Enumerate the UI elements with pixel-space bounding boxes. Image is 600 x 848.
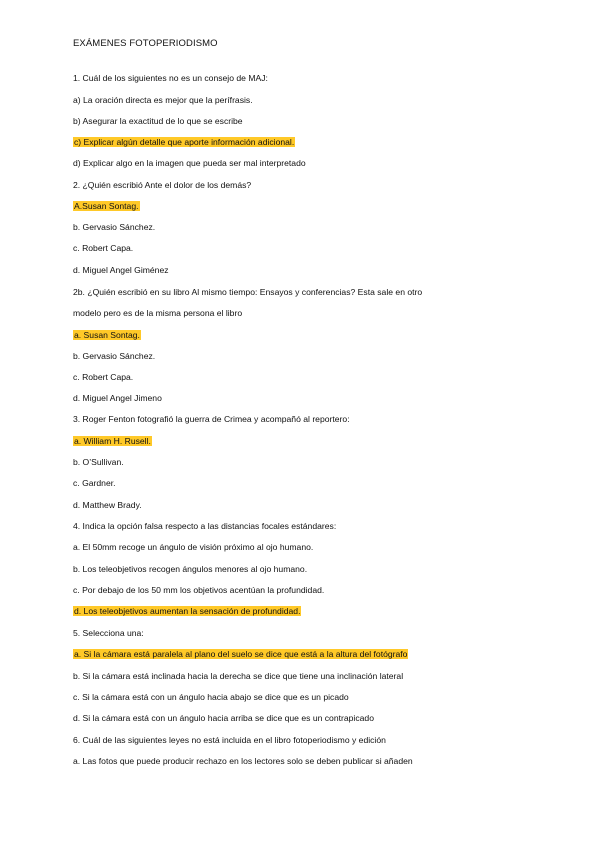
line-text: modelo pero es de la misma persona el libro [73, 308, 243, 318]
answer-line [73, 265, 169, 276]
document-title: EXÁMENES FOTOPERIODISMO [73, 38, 218, 49]
question-3 [73, 414, 350, 425]
answer-line [73, 457, 124, 468]
answer-line [73, 158, 306, 169]
highlighted-answer: a. William H. Rusell. [74, 436, 151, 446]
highlighted-answer: a. Si la cámara está paralela al plano del suelo se dice que está a la altura del fotógrafo [74, 649, 408, 659]
line-text: b. Gervasio Sánchez. [73, 222, 156, 232]
highlighted-answer: A.Susan Sontag. [74, 201, 139, 211]
question-2b [73, 287, 422, 298]
answer-line-correct [73, 137, 295, 148]
answer-line-correct [73, 436, 152, 447]
answer-line [73, 222, 155, 233]
line-text: c. Si la cámara está con un ángulo hacia abajo se dice que es un picado [73, 692, 349, 702]
line-text: b. Si la cámara está inclinada hacia la derecha se dice que tiene una inclinación lateral [73, 671, 404, 681]
question-6 [73, 735, 386, 746]
line-text: d) Explicar algo en la imagen que pueda ser mal interpretado [73, 158, 306, 168]
line-text: 6. Cuál de las siguientes leyes no está incluida en el libro fotoperiodismo y edición [73, 735, 386, 745]
line-text: b. O’Sullivan. [73, 457, 124, 467]
line-text: 3. Roger Fenton fotografió la guerra de Crimea y acompañó al reportero: [73, 414, 350, 424]
line-text: a) La oración directa es mejor que la perífrasis. [73, 95, 253, 105]
question-2b-continued [73, 308, 242, 319]
line-text: c. Gardner. [73, 478, 116, 488]
line-text: a. El 50mm recoge un ángulo de visión próximo al ojo humano. [73, 542, 314, 552]
answer-line [73, 756, 413, 767]
line-text: c. Robert Capa. [73, 243, 134, 253]
answer-line-correct [73, 649, 408, 660]
question-5 [73, 628, 144, 639]
line-text: b. Gervasio Sánchez. [73, 351, 156, 361]
answer-line [73, 542, 313, 553]
question-2 [73, 180, 251, 191]
line-text: d. Miguel Angel Jimeno [73, 393, 162, 403]
answer-line [73, 500, 142, 511]
answer-line [73, 478, 116, 489]
line-text: d. Matthew Brady. [73, 500, 142, 510]
highlighted-answer: c) Explicar algún detalle que aporte información adicional. [74, 137, 295, 147]
answer-line [73, 393, 162, 404]
line-text: a. Las fotos que puede producir rechazo en los lectores solo se deben publicar si añaden [73, 756, 413, 766]
line-text: d. Miguel Angel Giménez [73, 265, 169, 275]
question-1 [73, 73, 268, 84]
line-text: 4. Indica la opción falsa respecto a las distancias focales estándares: [73, 521, 337, 531]
answer-line [73, 585, 324, 596]
answer-line [73, 671, 403, 682]
line-text: b) Asegurar la exactitud de lo que se escribe [73, 116, 243, 126]
answer-line [73, 95, 253, 106]
question-4 [73, 521, 336, 532]
line-text: c. Robert Capa. [73, 372, 134, 382]
answer-line-correct [73, 201, 140, 212]
answer-line [73, 116, 243, 127]
answer-line [73, 564, 307, 575]
answer-line [73, 351, 155, 362]
line-text: 2b. ¿Quién escribió en su libro Al mismo tiempo: Ensayos y conferencias? Esta sale en otro [73, 287, 423, 297]
highlighted-answer: a. Susan Sontag. [74, 330, 140, 340]
answer-line [73, 692, 349, 703]
answer-line [73, 372, 133, 383]
answer-line [73, 243, 133, 254]
line-text: 1. Cuál de los siguientes no es un consejo de MAJ: [73, 73, 268, 83]
answer-line-correct [73, 606, 301, 617]
line-text: 5. Selecciona una: [73, 628, 144, 638]
line-text: 2. ¿Quién escribió Ante el dolor de los demás? [73, 180, 252, 190]
highlighted-answer: d. Los teleobjetivos aumentan la sensación de profundidad. [74, 606, 301, 616]
line-text: b. Los teleobjetivos recogen ángulos menores al ojo humano. [73, 564, 308, 574]
answer-line [73, 713, 374, 724]
line-text: d. Si la cámara está con un ángulo hacia arriba se dice que es un contrapicado [73, 713, 374, 723]
line-text: c. Por debajo de los 50 mm los objetivos acentúan la profundidad. [73, 585, 325, 595]
answer-line-correct [73, 330, 141, 341]
